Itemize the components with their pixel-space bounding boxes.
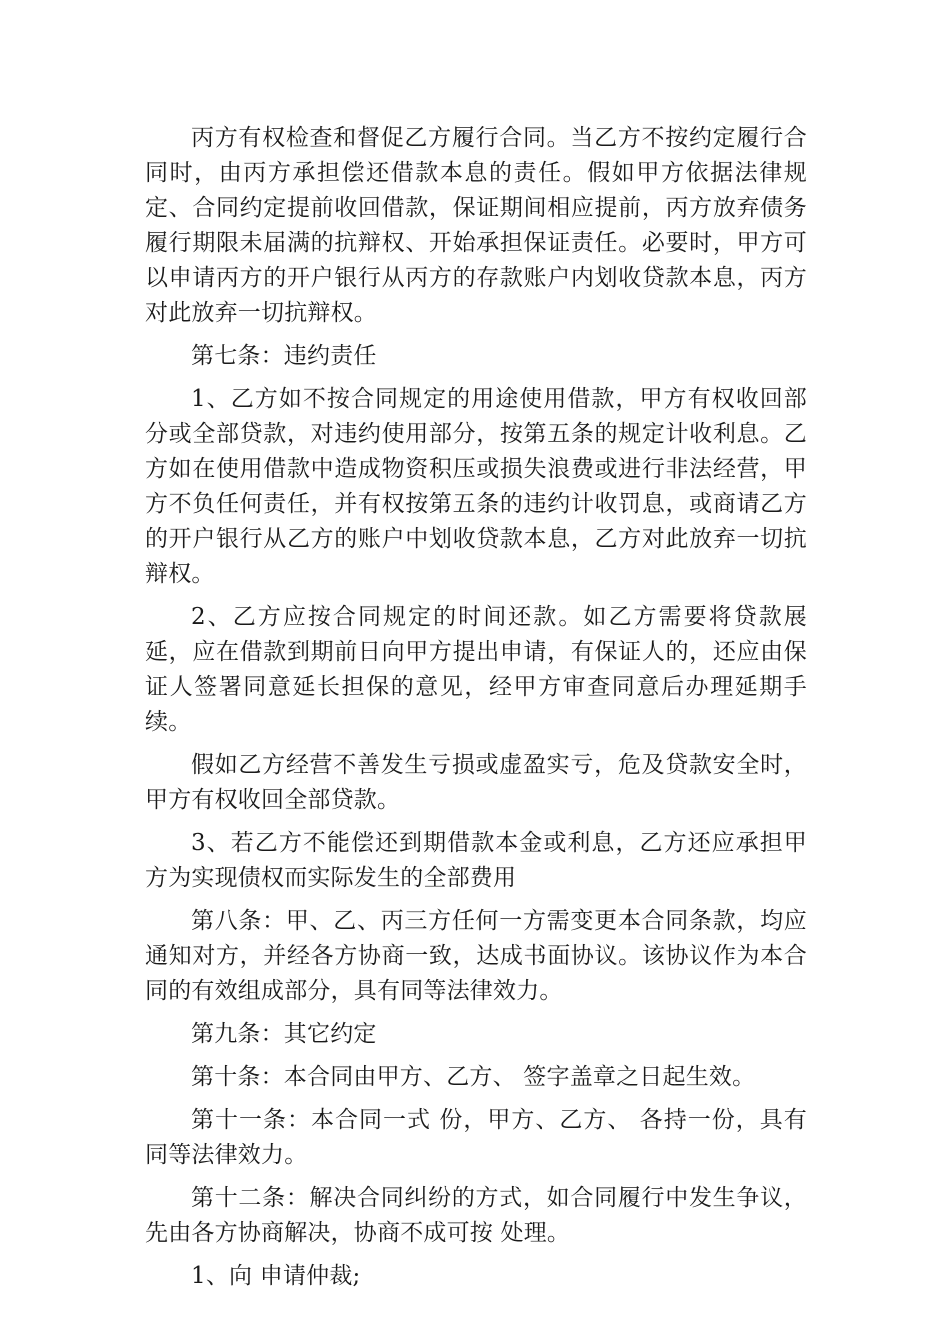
contract-text <box>145 121 807 1302</box>
paragraph-article-7-item-3: 3、若乙方不能偿还到期借款本金或利息，乙方还应承担甲方为实现债权而实际发生的全部费用 <box>145 830 807 891</box>
paragraph-article-12-item-1: 1、向 申请仲裁; <box>191 1263 361 1289</box>
paragraph-article-11: 第十一条：本合同一式 份，甲方、乙方、 各持一份，具有同等法律效力。 <box>145 1107 807 1168</box>
paragraph-article-10: 第十条：本合同由甲方、乙方、 签字盖章之日起生效。 <box>191 1064 756 1090</box>
heading-article-9: 第九条：其它约定 <box>191 1021 377 1047</box>
paragraph-article-8: 第八条：甲、乙、丙三方任何一方需变更本合同条款，均应通知对方，并经各方协商一致，达成书面协议。该协议作为本合同的有效组成部分，具有同等法律效力。 <box>145 908 807 1004</box>
paragraph-article-7-item-1: 1、乙方如不按合同规定的用途使用借款，甲方有权收回部分或全部贷款，对违约使用部分，按第五条的规定计收利息。乙方如在使用借款中造成物资积压或损失浪费或进行非法经营，甲方不负任何责任，并有权按第五条的违约计收罚息，或商请乙方的开户银行从乙方的账户中划收贷款本息，乙方对此放弃一切抗辩权。 <box>145 386 807 587</box>
paragraph-article-12: 第十二条：解决合同纠纷的方式，如合同履行中发生争议，先由各方协商解决，协商不成可按 处理。 <box>145 1185 807 1246</box>
paragraph-guarantor-rights: 丙方有权检查和督促乙方履行合同。当乙方不按约定履行合同时，由丙方承担偿还借款本息的责任。假如甲方依据法律规定、合同约定提前收回借款，保证期间相应提前，丙方放弃债务履行期限未届满的抗辩权、开始承担保证责任。必要时，甲方可以申请丙方的开户银行从丙方的存款账户内划收贷款本息，丙方对此放弃一切抗辩权。 <box>145 125 807 326</box>
heading-article-7: 第七条：违约责任 <box>191 343 377 369</box>
paragraph-article-7-item-2: 2、乙方应按合同规定的时间还款。如乙方需要将贷款展延，应在借款到期前日向甲方提出申请，有保证人的，还应由保证人签署同意延长担保的意见，经甲方审查同意后办理延期手续。 <box>145 604 807 735</box>
paragraph-article-7-loss: 假如乙方经营不善发生亏损或虚盈实亏，危及贷款安全时，甲方有权收回全部贷款。 <box>145 752 807 813</box>
